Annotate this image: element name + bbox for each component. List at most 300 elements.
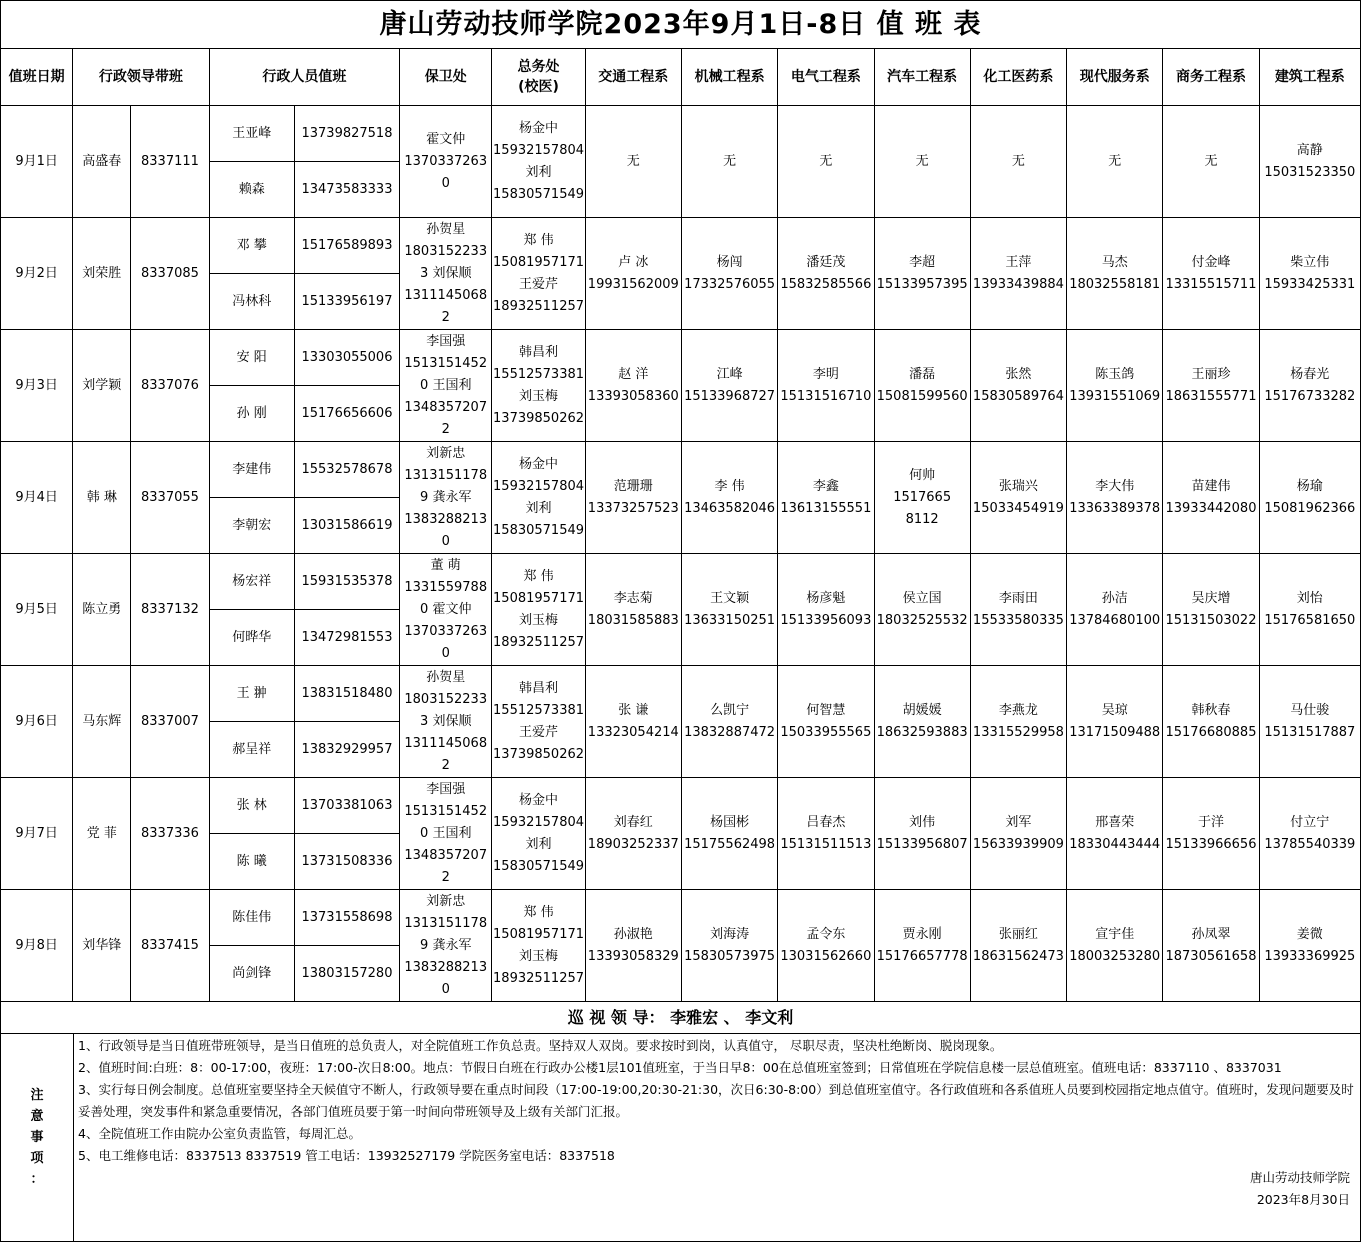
duty-table-body [1,49,1361,1002]
notes-body [74,1034,1360,1241]
dept-staff-phone: 15133968727 [684,388,776,404]
dept-staff-name: 杨春光 [1290,366,1330,382]
notes-label-char: ： [30,1172,44,1187]
dept-staff-phone: 13315515711 [1165,276,1257,292]
security-cell [400,554,492,666]
dept-staff-phone: 15633939909 [972,836,1064,852]
dept-duty-cell [778,778,874,890]
dept-duty-cell [585,330,681,442]
dept-duty-cell [1259,442,1360,554]
dept-staff-name: 刘伟 [909,814,936,830]
duty-date: 9月1日 [1,106,73,218]
dept-duty-cell [1259,106,1360,218]
dept-staff-name: 无 [915,153,929,169]
leader-phone: 8337055 [131,442,209,554]
dept-duty-cell [681,442,777,554]
dept-staff-name: 于洋 [1197,814,1224,830]
column-header: 交通工程系 [585,49,681,106]
leader-name: 刘荣胜 [73,218,131,330]
general-affairs-cell: 杨金中 15932157804 刘利 15830571549 [492,442,585,554]
note-item: 3、实行每日例会制度。总值班室要坚持全天候值守不断人，行政领导要在重点时间段（17:00-19:00,20:30-21:30，次日6:30-8:00）到总值班室值守。各行政值班和各系值班人员要到校园指定地点值守。值班时，发现问题要及时妥善处理，突发事件和紧急重要情况，各部门值班员要于第一时间向带班领导及上级有关部门汇报。 [78,1082,1354,1119]
dept-duty-cell [970,778,1066,890]
dept-staff-name: 杨国彬 [710,814,750,830]
dept-staff-phone: 18903252337 [587,836,679,852]
staff-phone: 15176589893 [294,218,399,274]
staff-phone: 13473583333 [294,162,399,218]
dept-staff-name: 孟令东 [806,926,846,942]
dept-staff-name: 孙洁 [1101,590,1128,606]
dept-duty-cell [874,778,970,890]
dept-duty-cell [585,890,681,1002]
dept-staff-phone: 15176657778 [876,948,968,964]
dept-staff-name: 高静 [1296,142,1323,158]
duty-table [0,48,1361,1002]
staff-phone: 15931535378 [294,554,399,610]
notes-label-char: 事 [30,1130,44,1145]
dept-duty-cell [1067,218,1163,330]
staff-name: 陈 曦 [209,834,294,890]
staff-phone: 13703381063 [294,778,399,834]
column-header: 总务处 (校医) [492,49,585,106]
dept-duty-cell [1067,890,1163,1002]
dept-staff-phone: 13031562660 [780,948,872,964]
dept-staff-name: 王文颖 [710,590,750,606]
column-header: 化工医药系 [970,49,1066,106]
security-text: 刘新忠 13131511789 龚永军 13832882130 [404,893,488,997]
dept-staff-name: 李鑫 [812,478,839,494]
staff-phone: 15532578678 [294,442,399,498]
note-item: 2、值班时间:白班：8：00-17:00，夜班：17:00-次日8:00。地点：节假日白班在行政办公楼1层101值班室，于当日早8：00在总值班室签到；日常值班在学院信息楼一层总值班室。值班电话：8337110 、8337031 [78,1060,1282,1075]
dept-staff-name: 李 伟 [714,478,745,494]
dept-staff-phone: 15131516710 [780,388,872,404]
staff-phone: 15176656606 [294,386,399,442]
staff-name: 何晔华 [209,610,294,666]
general-affairs-cell: 韩昌利 15512573381 王爱芹 13739850262 [492,666,585,778]
dept-staff-phone: 13171509488 [1069,724,1161,740]
dept-duty-cell [585,442,681,554]
dept-duty-cell [585,778,681,890]
dept-staff-name: 宣宇佳 [1095,926,1135,942]
dept-duty-cell [681,218,777,330]
notes-label-char: 意 [30,1109,44,1124]
dept-staff-name: 潘磊 [909,366,936,382]
dept-duty-cell [1259,330,1360,442]
dept-staff-phone: 18003253280 [1069,948,1161,964]
security-cell [400,106,492,218]
dept-staff-name: 无 [1108,153,1122,169]
dept-staff-name: 吴庆增 [1191,590,1231,606]
dept-duty-cell [778,666,874,778]
dept-staff-name: 杨彦魁 [806,590,846,606]
staff-phone: 13472981553 [294,610,399,666]
dept-duty-cell [681,778,777,890]
dept-duty-cell [874,106,970,218]
leader-name: 高盛春 [73,106,131,218]
dept-staff-name: 姜微 [1296,926,1323,942]
dept-staff-phone: 18032558181 [1069,276,1161,292]
dept-duty-cell [585,106,681,218]
dept-staff-name: 范珊珊 [613,478,653,494]
dept-staff-phone: 15176733282 [1264,388,1356,404]
dept-staff-name: 王丽珍 [1191,366,1231,382]
duty-date: 9月5日 [1,554,73,666]
security-text: 霍文仲 13703372630 [404,131,488,191]
dept-staff-phone: 13393058360 [587,388,679,404]
dept-duty-cell [1067,778,1163,890]
security-text: 李国强 15131514520 王国利 13483572072 [404,781,488,885]
page-title: 唐山劳动技师学院2023年9月1日-8日 值 班 表 [0,0,1361,48]
dept-staff-name: 胡媛媛 [902,702,942,718]
dept-staff-name: 无 [1204,153,1218,169]
dept-duty-cell [970,330,1066,442]
dept-duty-cell [1259,218,1360,330]
dept-duty-cell [1163,778,1259,890]
dept-staff-phone: 15131503022 [1165,612,1257,628]
dept-staff-phone: 15933425331 [1264,276,1356,292]
staff-name: 李朝宏 [209,498,294,554]
dept-staff-name: 张丽红 [998,926,1038,942]
dept-staff-phone: 18632593883 [876,724,968,740]
general-affairs-cell: 郑 伟 15081957171 刘玉梅 18932511257 [492,890,585,1002]
table-row [1,778,1361,834]
notes-label-char: 项 [30,1151,44,1166]
dept-duty-cell [1259,890,1360,1002]
dept-duty-cell [778,554,874,666]
staff-name: 王亚峰 [209,106,294,162]
dept-duty-cell [874,890,970,1002]
staff-phone: 13731558698 [294,890,399,946]
table-row [1,218,1361,274]
column-header: 现代服务系 [1067,49,1163,106]
dept-staff-phone: 15133957395 [876,276,968,292]
dept-duty-cell [1163,218,1259,330]
security-cell [400,666,492,778]
general-affairs-cell: 杨金中 15932157804 刘利 15830571549 [492,106,585,218]
table-row [1,554,1361,610]
dept-staff-phone: 15033454919 [972,500,1064,516]
security-cell [400,330,492,442]
duty-date: 9月6日 [1,666,73,778]
column-header: 行政人员值班 [209,49,400,106]
table-row [1,442,1361,498]
staff-name: 杨宏祥 [209,554,294,610]
column-header: 商务工程系 [1163,49,1259,106]
dept-staff-phone: 13323054214 [587,724,679,740]
dept-staff-phone: 15133956807 [876,836,968,852]
dept-duty-cell [681,666,777,778]
signature [1250,1167,1350,1211]
dept-duty-cell [1067,666,1163,778]
dept-staff-name: 付立宁 [1290,814,1330,830]
dept-staff-phone: 13633150251 [684,612,776,628]
dept-staff-phone: 18631555771 [1165,388,1257,404]
dept-staff-name: 陈玉鸽 [1095,366,1135,382]
dept-duty-cell [778,218,874,330]
dept-staff-name: 李明 [812,366,839,382]
dept-staff-name: 李大伟 [1095,478,1135,494]
dept-staff-phone: 15832585566 [780,276,872,292]
note-item: 5、电工维修电话：8337513 8337519 管工电话：13932527179 学院医务室电话：8337518 [78,1148,615,1163]
table-row [1,106,1361,162]
dept-staff-name: 张 谦 [618,702,649,718]
dept-staff-name: 孙凤翠 [1191,926,1231,942]
dept-staff-phone: 15830589764 [972,388,1064,404]
leader-phone: 8337132 [131,554,209,666]
header-row [1,49,1361,106]
dept-staff-name: 李雨田 [998,590,1038,606]
dept-duty-cell [778,106,874,218]
security-text: 孙贺星 18031522333 刘保顺 13111450682 [404,221,488,325]
column-header: 电气工程系 [778,49,874,106]
dept-duty-cell [874,218,970,330]
dept-staff-name: 何智慧 [806,702,846,718]
dept-staff-phone: 13363389378 [1069,500,1161,516]
dept-staff-name: 无 [819,153,833,169]
note-item: 1、行政领导是当日值班带班领导，是当日值班的总负责人，对全院值班工作负总责。坚持双人双岗。要求按时到岗，认真值守， 尽职尽责，坚决杜绝断岗、脱岗现象。 [78,1038,1003,1053]
dept-duty-cell [778,330,874,442]
dept-staff-phone: 19931562009 [587,276,679,292]
dept-staff-phone: 18031585883 [587,612,679,628]
staff-name: 孙 刚 [209,386,294,442]
dept-duty-cell [1163,442,1259,554]
dept-staff-name: 付金峰 [1191,254,1231,270]
general-affairs-cell: 郑 伟 15081957171 刘玉梅 18932511257 [492,554,585,666]
leader-name: 陈立勇 [73,554,131,666]
patrol-leaders: 巡 视 领 导： 李雅宏 、 李文利 [0,1002,1361,1034]
dept-duty-cell [970,218,1066,330]
dept-duty-cell [874,442,970,554]
dept-staff-name: 李超 [909,254,936,270]
staff-name: 陈佳伟 [209,890,294,946]
dept-staff-name: 刘军 [1005,814,1032,830]
dept-staff-name: 无 [626,153,640,169]
dept-staff-name: 卢 冰 [618,254,649,270]
dept-duty-cell [1259,666,1360,778]
dept-staff-name: 潘廷茂 [806,254,846,270]
table-row [1,890,1361,946]
staff-name: 张 林 [209,778,294,834]
staff-name: 李建伟 [209,442,294,498]
dept-duty-cell [681,106,777,218]
security-cell [400,890,492,1002]
dept-duty-cell [681,330,777,442]
dept-duty-cell [681,890,777,1002]
dept-duty-cell [585,666,681,778]
leader-phone: 8337111 [131,106,209,218]
dept-staff-phone: 18730561658 [1165,948,1257,964]
leader-name: 党 菲 [73,778,131,890]
dept-duty-cell [970,890,1066,1002]
staff-phone: 13303055006 [294,330,399,386]
leader-phone: 8337007 [131,666,209,778]
dept-staff-phone: 13393058329 [587,948,679,964]
dept-duty-cell [1067,106,1163,218]
dept-staff-phone: 13832887472 [684,724,776,740]
leader-phone: 8337336 [131,778,209,890]
notes-label-char: 注 [30,1088,44,1103]
dept-duty-cell [778,442,874,554]
dept-duty-cell [970,442,1066,554]
staff-phone: 13831518480 [294,666,399,722]
dept-staff-phone: 13373257523 [587,500,679,516]
general-affairs-cell: 韩昌利 15512573381 刘玉梅 13739850262 [492,330,585,442]
dept-staff-name: 韩秋春 [1191,702,1231,718]
security-text: 李国强 15131514520 王国利 13483572072 [404,333,488,437]
duty-date: 9月8日 [1,890,73,1002]
dept-staff-name: 何帅 [909,467,936,483]
column-header: 保卫处 [400,49,492,106]
note-item: 4、全院值班工作由院办公室负责监管，每周汇总。 [78,1126,361,1141]
leader-name: 马东辉 [73,666,131,778]
dept-staff-name: 刘春红 [613,814,653,830]
dept-staff-phone: 13931551069 [1069,388,1161,404]
dept-duty-cell [1163,666,1259,778]
dept-staff-phone: 17332576055 [684,276,776,292]
duty-date: 9月4日 [1,442,73,554]
dept-staff-phone: 13784680100 [1069,612,1161,628]
signature-org: 唐山劳动技师学院 [1249,1170,1350,1185]
dept-staff-name: 赵 洋 [618,366,649,382]
dept-staff-name: 孙淑艳 [613,926,653,942]
dept-staff-phone: 15176680885 [1165,724,1257,740]
dept-staff-phone: 15133956093 [780,612,872,628]
dept-staff-name: 李燕龙 [998,702,1038,718]
dept-staff-phone: 13933369925 [1264,948,1356,964]
dept-staff-phone: 15081599560 [876,388,968,404]
dept-staff-phone: 13613155551 [780,500,872,516]
staff-name: 郝呈祥 [209,722,294,778]
security-text: 董 萌 13315597880 霍文仲 13703372630 [404,557,488,661]
dept-duty-cell [585,554,681,666]
dept-staff-phone: 13315529958 [972,724,1064,740]
dept-duty-cell [874,330,970,442]
dept-staff-name: 刘怡 [1296,590,1323,606]
dept-staff-name: 邢喜荣 [1095,814,1135,830]
dept-staff-phone: 15830573975 [684,948,776,964]
staff-name: 安 阳 [209,330,294,386]
dept-duty-cell [1067,442,1163,554]
dept-duty-cell [970,554,1066,666]
column-header: 行政领导带班 [73,49,209,106]
leader-phone: 8337085 [131,218,209,330]
staff-phone: 13031586619 [294,498,399,554]
staff-name: 赖森 [209,162,294,218]
dept-staff-name: 江峰 [716,366,743,382]
dept-staff-phone: 15176658112 [893,489,952,527]
dept-staff-phone: 18330443444 [1069,836,1161,852]
staff-phone: 13731508336 [294,834,399,890]
leader-phone: 8337415 [131,890,209,1002]
staff-name: 邓 攀 [209,218,294,274]
dept-staff-phone: 15533580335 [972,612,1064,628]
staff-phone: 13832929957 [294,722,399,778]
general-affairs-cell: 杨金中 15932157804 刘利 15830571549 [492,778,585,890]
table-row [1,330,1361,386]
dept-duty-cell [778,890,874,1002]
security-cell [400,218,492,330]
dept-staff-phone: 15131517887 [1264,724,1356,740]
dept-duty-cell [1067,554,1163,666]
dept-duty-cell [1163,890,1259,1002]
dept-staff-name: 张瑞兴 [998,478,1038,494]
dept-staff-name: 张然 [1005,366,1032,382]
signature-date: 2023年8月30日 [1256,1192,1350,1207]
dept-duty-cell [874,666,970,778]
column-header: 值班日期 [1,49,73,106]
dept-staff-phone: 15131511513 [780,836,872,852]
dept-staff-phone: 15175562498 [684,836,776,852]
dept-staff-phone: 13785540339 [1264,836,1356,852]
dept-staff-name: 么凯宁 [710,702,750,718]
security-text: 孙贺星 18031522333 刘保顺 13111450682 [404,669,488,773]
dept-staff-name: 无 [723,153,737,169]
dept-duty-cell [1067,330,1163,442]
dept-duty-cell [1163,106,1259,218]
dept-staff-phone: 15133966656 [1165,836,1257,852]
dept-duty-cell [1259,778,1360,890]
dept-staff-phone: 15033955565 [780,724,872,740]
duty-date: 9月7日 [1,778,73,890]
security-text: 刘新忠 13131511789 龚永军 13832882130 [404,445,488,549]
dept-duty-cell [970,106,1066,218]
dept-staff-name: 马仕骏 [1290,702,1330,718]
notes-label [1,1034,74,1241]
notes-section [0,1034,1361,1242]
dept-duty-cell [1163,330,1259,442]
dept-staff-name: 贾永刚 [902,926,942,942]
duty-date: 9月3日 [1,330,73,442]
security-cell [400,442,492,554]
staff-phone: 13803157280 [294,946,399,1002]
staff-name: 王 翀 [209,666,294,722]
leader-name: 刘华锋 [73,890,131,1002]
staff-phone: 13739827518 [294,106,399,162]
security-cell [400,778,492,890]
dept-duty-cell [585,218,681,330]
dept-staff-name: 杨闯 [716,254,743,270]
dept-duty-cell [1163,554,1259,666]
dept-staff-name: 吴琼 [1101,702,1128,718]
column-header: 建筑工程系 [1259,49,1360,106]
dept-staff-phone: 13463582046 [684,500,776,516]
staff-name: 冯林科 [209,274,294,330]
dept-staff-name: 苗建伟 [1191,478,1231,494]
dept-staff-name: 马杰 [1101,254,1128,270]
dept-staff-phone: 15176581650 [1264,612,1356,628]
dept-duty-cell [681,554,777,666]
dept-staff-name: 刘海涛 [710,926,750,942]
dept-staff-phone: 18631562473 [972,948,1064,964]
dept-staff-name: 侯立国 [902,590,942,606]
dept-duty-cell [1259,554,1360,666]
duty-date: 9月2日 [1,218,73,330]
dept-staff-phone: 15081962366 [1264,500,1356,516]
dept-staff-phone: 18032525532 [876,612,968,628]
dept-staff-name: 王萍 [1005,254,1032,270]
dept-staff-name: 李志菊 [613,590,653,606]
dept-staff-phone: 13933439884 [972,276,1064,292]
table-row [1,666,1361,722]
staff-name: 尚剑锋 [209,946,294,1002]
dept-staff-name: 柴立伟 [1290,254,1330,270]
dept-duty-cell [970,666,1066,778]
leader-name: 韩 琳 [73,442,131,554]
column-header: 机械工程系 [681,49,777,106]
general-affairs-cell: 郑 伟 15081957171 王爱芹 18932511257 [492,218,585,330]
leader-phone: 8337076 [131,330,209,442]
dept-staff-phone: 13933442080 [1165,500,1257,516]
dept-duty-cell [874,554,970,666]
